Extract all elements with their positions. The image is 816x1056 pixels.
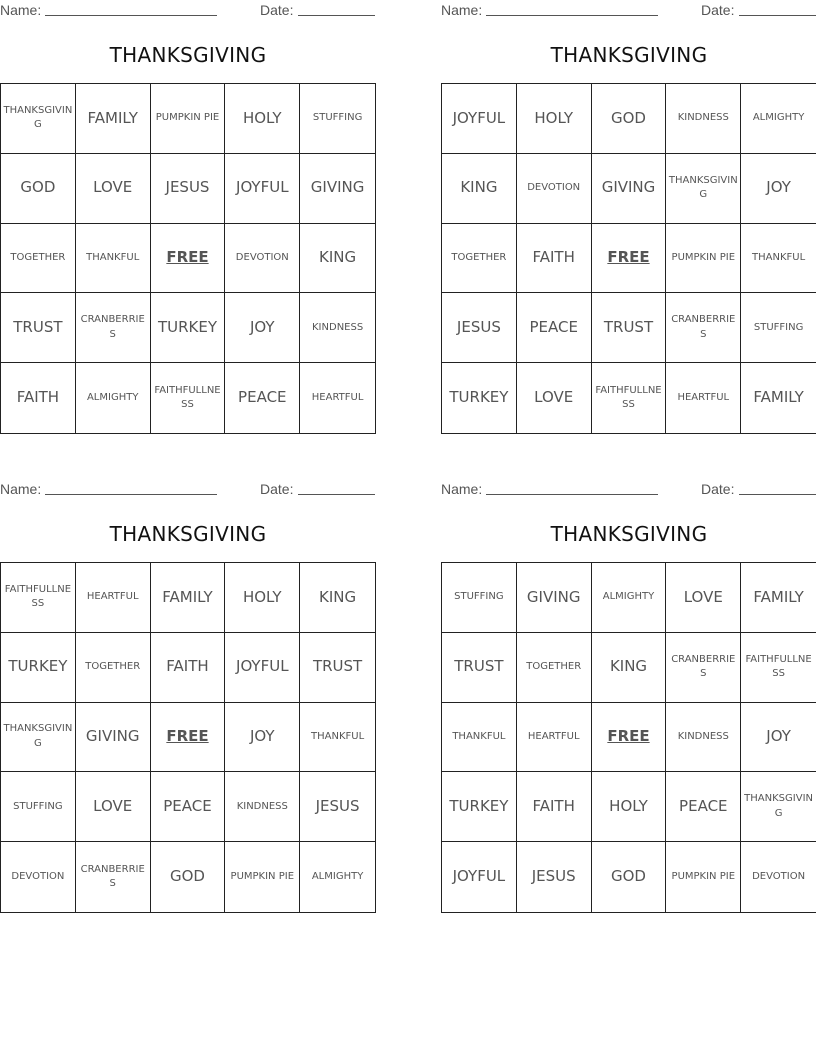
name-date-header <box>441 479 816 501</box>
bingo-cell[interactable]: JESUS <box>151 154 226 224</box>
bingo-cell[interactable]: JOY <box>741 154 816 224</box>
bingo-cell[interactable]: ALMIGHTY <box>592 563 667 633</box>
bingo-cell[interactable]: GIVING <box>300 154 375 224</box>
bingo-cell[interactable]: HEARTFUL <box>517 703 592 773</box>
bingo-cell[interactable]: STUFFING <box>741 293 816 363</box>
bingo-cell[interactable]: THANKSGIVING <box>1 703 76 773</box>
bingo-cell[interactable]: FAITHFULLNESS <box>1 563 76 633</box>
bingo-cell[interactable]: KING <box>592 633 667 703</box>
name-date-header <box>0 0 376 22</box>
bingo-cell[interactable]: THANKSGIVING <box>666 154 741 224</box>
bingo-cell[interactable]: THANKFUL <box>442 703 517 773</box>
bingo-cell[interactable]: TOGETHER <box>517 633 592 703</box>
bingo-cell[interactable]: THANKFUL <box>300 703 375 773</box>
bingo-cell[interactable]: KINDNESS <box>300 293 375 363</box>
bingo-cell[interactable]: FAITH <box>151 633 226 703</box>
bingo-cell[interactable]: GOD <box>1 154 76 224</box>
bingo-cell[interactable]: HEARTFUL <box>76 563 151 633</box>
name-date-header <box>0 479 376 501</box>
bingo-cell[interactable]: GIVING <box>592 154 667 224</box>
name-blank-line[interactable] <box>486 494 658 495</box>
bingo-cell[interactable]: JOY <box>741 703 816 773</box>
bingo-cell[interactable]: KINDNESS <box>666 703 741 773</box>
bingo-grid <box>441 562 816 913</box>
bingo-cell[interactable]: TOGETHER <box>442 224 517 294</box>
bingo-card <box>441 0 816 411</box>
bingo-cell[interactable]: STUFFING <box>300 84 375 154</box>
bingo-cell[interactable]: JOYFUL <box>225 633 300 703</box>
bingo-cell[interactable]: THANKFUL <box>76 224 151 294</box>
bingo-cell[interactable]: PUMPKIN PIE <box>666 224 741 294</box>
bingo-cell[interactable]: KING <box>300 224 375 294</box>
bingo-grid <box>441 83 816 434</box>
bingo-cell[interactable]: TRUST <box>1 293 76 363</box>
bingo-cell[interactable]: PEACE <box>151 772 226 842</box>
date-label: Date: <box>701 481 735 497</box>
bingo-card <box>0 0 376 411</box>
name-blank-line[interactable] <box>45 494 217 495</box>
bingo-cell[interactable]: JESUS <box>442 293 517 363</box>
bingo-cell[interactable]: HEARTFUL <box>666 363 741 433</box>
free-space-cell[interactable]: FREE <box>592 703 667 773</box>
bingo-cell[interactable]: HOLY <box>225 84 300 154</box>
name-blank-line[interactable] <box>45 15 217 16</box>
bingo-cell[interactable]: GOD <box>592 842 667 912</box>
bingo-cell[interactable]: LOVE <box>666 563 741 633</box>
bingo-cell[interactable]: FAITHFULLNESS <box>151 363 226 433</box>
bingo-cell[interactable]: LOVE <box>76 154 151 224</box>
bingo-cell[interactable]: PUMPKIN PIE <box>225 842 300 912</box>
bingo-cell[interactable]: DEVOTION <box>225 224 300 294</box>
bingo-cell[interactable]: LOVE <box>76 772 151 842</box>
bingo-cell[interactable]: FAITH <box>517 224 592 294</box>
bingo-cell[interactable]: FAMILY <box>741 563 816 633</box>
bingo-cell[interactable]: CRANBERRIES <box>76 842 151 912</box>
bingo-cell[interactable]: PEACE <box>517 293 592 363</box>
date-blank-line[interactable] <box>739 15 816 16</box>
date-blank-line[interactable] <box>739 494 816 495</box>
bingo-cell[interactable]: LOVE <box>517 363 592 433</box>
bingo-cell[interactable]: DEVOTION <box>517 154 592 224</box>
bingo-grid <box>0 83 376 434</box>
bingo-cell[interactable]: TURKEY <box>442 772 517 842</box>
bingo-cell[interactable]: JESUS <box>517 842 592 912</box>
bingo-cell[interactable]: TRUST <box>300 633 375 703</box>
bingo-cell[interactable]: GOD <box>592 84 667 154</box>
bingo-cell[interactable]: CRANBERRIES <box>666 633 741 703</box>
name-label: Name: <box>441 2 483 18</box>
bingo-cell[interactable]: DEVOTION <box>752 870 806 882</box>
date-label: Date: <box>701 2 735 18</box>
name-label: Name: <box>0 481 42 497</box>
bingo-cell[interactable]: ALMIGHTY <box>311 870 364 882</box>
name-label: Name: <box>441 481 483 497</box>
bingo-cell[interactable]: JOYFUL <box>442 84 517 154</box>
bingo-cell[interactable]: JOYFUL <box>442 842 517 912</box>
bingo-cell[interactable]: TURKEY <box>442 363 517 433</box>
name-date-header <box>441 0 816 22</box>
date-blank-line[interactable] <box>298 494 375 495</box>
name-blank-line[interactable] <box>486 15 658 16</box>
free-space-cell[interactable]: FREE <box>592 224 667 294</box>
bingo-cell[interactable]: PEACE <box>666 772 741 842</box>
bingo-cell[interactable]: THANKSGIVING <box>741 772 816 842</box>
bingo-cell[interactable]: STUFFING <box>442 563 517 633</box>
bingo-cell[interactable]: STUFFING <box>1 772 76 842</box>
bingo-cell[interactable]: FAMILY <box>753 388 804 407</box>
bingo-cell[interactable]: FAITH <box>1 363 76 433</box>
bingo-cell[interactable]: FAITHFULLNESS <box>741 633 816 703</box>
bingo-cell[interactable]: CRANBERRIES <box>666 293 741 363</box>
name-label: Name: <box>0 2 42 18</box>
card-title: THANKSGIVING <box>109 43 267 67</box>
bingo-cell[interactable]: PUMPKIN PIE <box>666 842 741 912</box>
bingo-grid <box>0 562 376 913</box>
bingo-cell[interactable]: JOY <box>225 703 300 773</box>
bingo-cell[interactable]: GIVING <box>76 703 151 773</box>
bingo-cell[interactable]: HOLY <box>592 772 667 842</box>
bingo-cell[interactable]: ALMIGHTY <box>741 84 816 154</box>
bingo-cell[interactable]: GOD <box>151 842 226 912</box>
bingo-cell[interactable]: KING <box>442 154 517 224</box>
free-space-cell[interactable]: FREE <box>151 703 226 773</box>
bingo-cell[interactable]: PUMPKIN PIE <box>151 84 226 154</box>
bingo-cell[interactable]: TOGETHER <box>1 224 76 294</box>
date-label: Date: <box>260 481 294 497</box>
date-blank-line[interactable] <box>298 15 375 16</box>
bingo-cell[interactable]: PEACE <box>225 363 300 433</box>
card-title: THANKSGIVING <box>550 43 708 67</box>
card-title: THANKSGIVING <box>109 522 267 546</box>
bingo-cell[interactable]: KING <box>300 563 375 633</box>
bingo-cell[interactable]: JOYFUL <box>225 154 300 224</box>
bingo-card <box>441 479 816 886</box>
bingo-cell[interactable]: THANKSGIVING <box>1 84 76 154</box>
bingo-cell[interactable]: JOY <box>225 293 300 363</box>
bingo-cell[interactable]: FAITHFULLNESS <box>592 363 667 433</box>
bingo-cell[interactable]: GIVING <box>517 563 592 633</box>
bingo-cell[interactable]: TURKEY <box>1 633 76 703</box>
bingo-cell[interactable]: DEVOTION <box>1 842 76 912</box>
bingo-cell[interactable]: HOLY <box>517 84 592 154</box>
bingo-cell[interactable]: TRUST <box>592 293 667 363</box>
bingo-cell[interactable]: HEARTFUL <box>311 391 364 403</box>
card-title: THANKSGIVING <box>550 522 708 546</box>
bingo-cell[interactable]: HOLY <box>225 563 300 633</box>
bingo-cell[interactable]: FAITH <box>517 772 592 842</box>
date-label: Date: <box>260 2 294 18</box>
bingo-cell[interactable]: CRANBERRIES <box>76 293 151 363</box>
bingo-cell[interactable]: THANKFUL <box>741 224 816 294</box>
bingo-cell[interactable]: TURKEY <box>151 293 226 363</box>
bingo-cell[interactable]: ALMIGHTY <box>76 363 151 433</box>
bingo-cell[interactable]: FAMILY <box>76 84 151 154</box>
bingo-cell[interactable]: TRUST <box>442 633 517 703</box>
free-space-cell[interactable]: FREE <box>151 224 226 294</box>
bingo-cell[interactable]: FAMILY <box>151 563 226 633</box>
bingo-card <box>0 479 376 890</box>
bingo-cell[interactable]: TOGETHER <box>76 633 151 703</box>
bingo-cell[interactable]: KINDNESS <box>666 84 741 154</box>
bingo-cell[interactable]: JESUS <box>300 772 375 842</box>
bingo-cell[interactable]: KINDNESS <box>225 772 300 842</box>
